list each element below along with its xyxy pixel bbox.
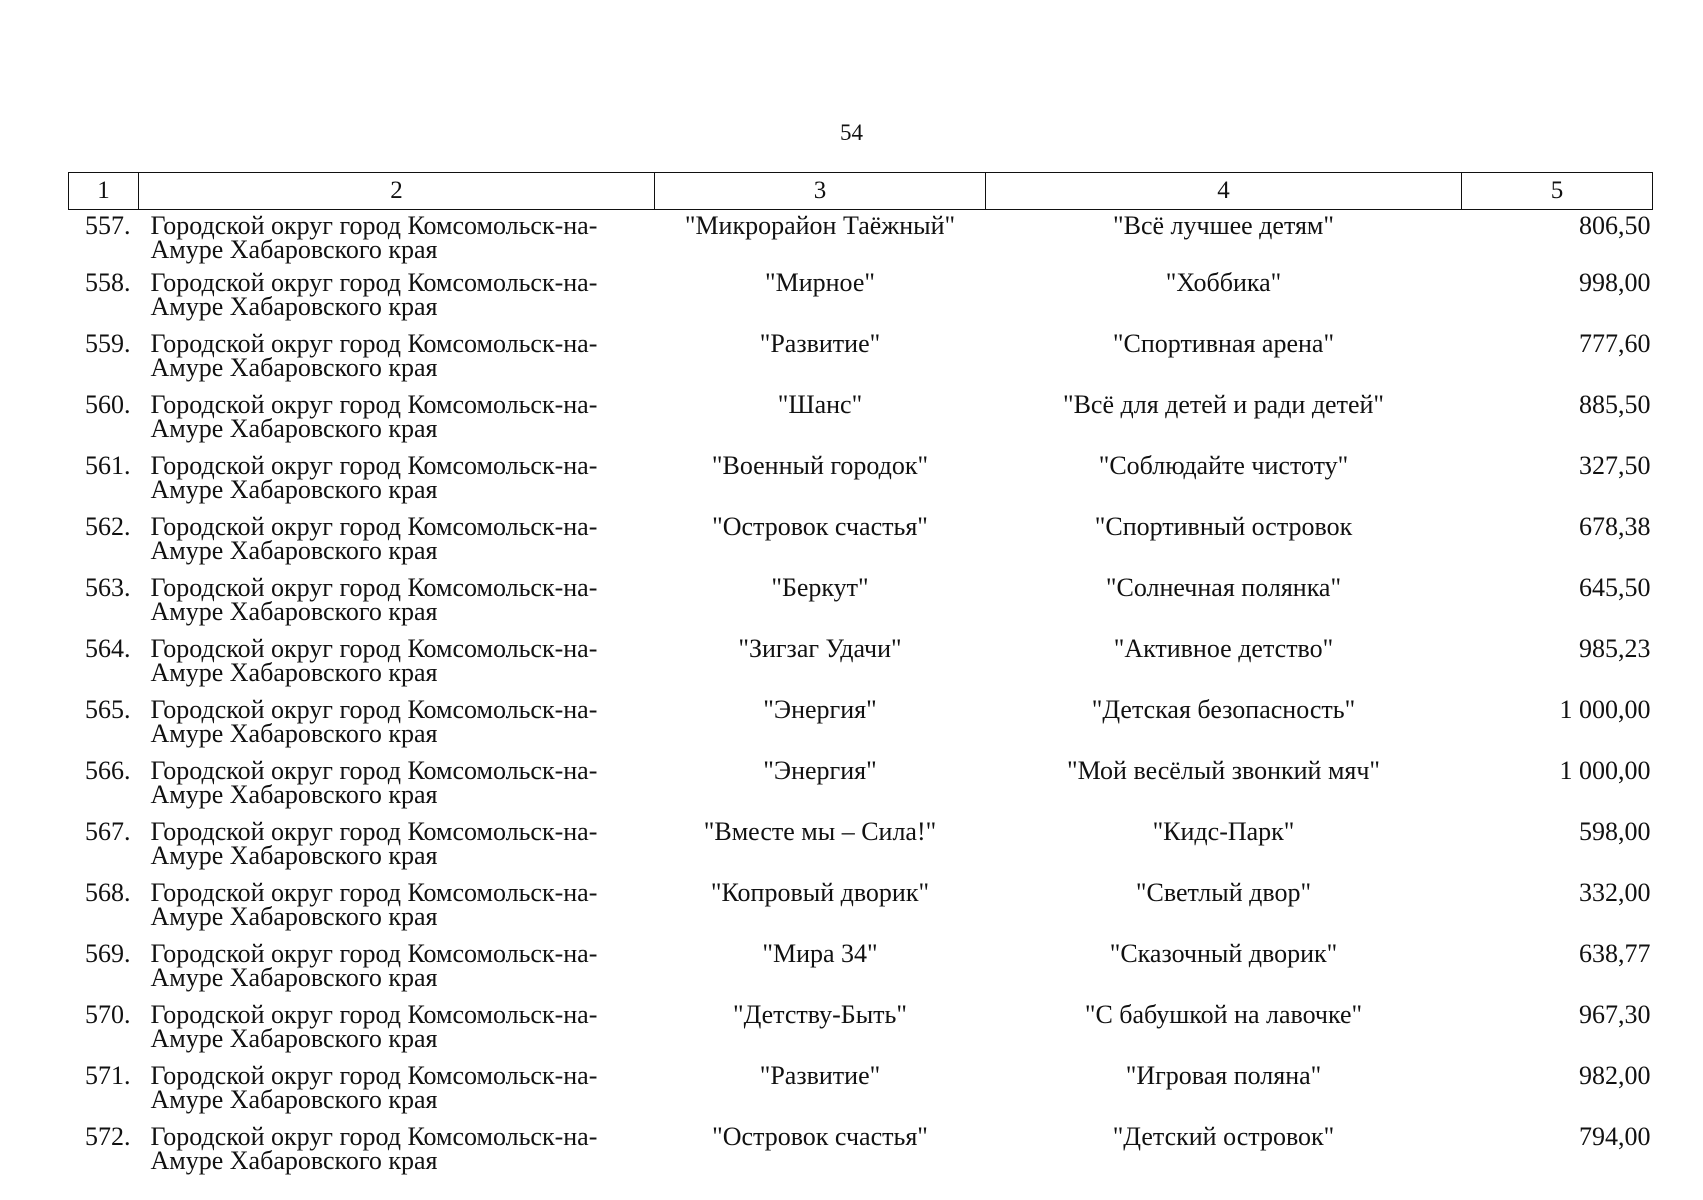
amount-cell: 794,00 bbox=[1579, 1121, 1651, 1151]
municipality-cell bbox=[139, 1121, 655, 1186]
territory-cell: "Энергия" bbox=[763, 755, 877, 785]
municipality-line-1: Городской округ город Комсомольск-на- bbox=[150, 511, 598, 541]
municipality-line-1: Городской округ город Комсомольск-на- bbox=[150, 1060, 598, 1090]
amount-cell: 967,30 bbox=[1579, 999, 1651, 1029]
project-cell: "Солнечная полянка" bbox=[1105, 572, 1342, 602]
project-cell: "Всё для детей и ради детей" bbox=[1062, 389, 1385, 419]
amount-cell: 645,50 bbox=[1579, 572, 1651, 602]
municipality-line-2: Амуре Хабаровского края bbox=[150, 1084, 438, 1114]
amount-cell: 332,00 bbox=[1579, 877, 1651, 907]
table-row bbox=[69, 1064, 1653, 1125]
amount-cell: 982,00 bbox=[1579, 1060, 1651, 1090]
table-row bbox=[69, 393, 1653, 454]
table-row bbox=[69, 942, 1653, 1003]
table-row bbox=[69, 515, 1653, 576]
municipality-line-2: Амуре Хабаровского края bbox=[150, 840, 438, 870]
municipality-line-2: Амуре Хабаровского края bbox=[150, 718, 438, 748]
row-number: 572. bbox=[85, 1121, 131, 1151]
municipality-line-2: Амуре Хабаровского края bbox=[150, 352, 438, 382]
amount-cell: 998,00 bbox=[1579, 267, 1651, 297]
municipality-line-2: Амуре Хабаровского края bbox=[150, 413, 438, 443]
territory-cell: "Зигзаг Удачи" bbox=[738, 633, 902, 663]
table-body bbox=[69, 210, 1653, 1186]
territory-cell: "Развитие" bbox=[759, 328, 881, 358]
row-number: 561. bbox=[85, 450, 131, 480]
row-number: 562. bbox=[85, 511, 131, 541]
table-row bbox=[69, 881, 1653, 942]
amount-cell: 598,00 bbox=[1579, 816, 1651, 846]
territory-cell: "Вместе мы – Сила!" bbox=[703, 816, 937, 846]
municipality-line-2: Амуре Хабаровского края bbox=[150, 901, 438, 931]
table-row bbox=[69, 1125, 1653, 1186]
table-row bbox=[69, 576, 1653, 637]
amount-cell: 1 000,00 bbox=[1559, 694, 1651, 724]
project-cell: "Светлый двор" bbox=[1135, 877, 1312, 907]
municipality-cell bbox=[139, 938, 655, 1003]
municipality-line-2: Амуре Хабаровского края bbox=[150, 1023, 438, 1053]
amount-cell: 327,50 bbox=[1579, 450, 1651, 480]
municipality-cell bbox=[139, 511, 655, 576]
row-number: 563. bbox=[85, 572, 131, 602]
column-header-5: 5 bbox=[1462, 173, 1653, 210]
column-header-4: 4 bbox=[986, 173, 1462, 210]
page-number: 54 bbox=[840, 120, 863, 145]
table-row bbox=[69, 210, 1653, 271]
municipality-cell bbox=[139, 572, 655, 637]
municipality-cell bbox=[139, 450, 655, 515]
table-row bbox=[69, 454, 1653, 515]
municipality-line-1: Городской округ город Комсомольск-на- bbox=[150, 572, 598, 602]
municipality-line-1: Городской округ город Комсомольск-на- bbox=[150, 328, 598, 358]
table-header-row bbox=[69, 173, 1653, 210]
municipality-line-1: Городской округ город Комсомольск-на- bbox=[150, 755, 598, 785]
municipality-line-2: Амуре Хабаровского края bbox=[150, 779, 438, 809]
project-cell: "Всё лучшее детям" bbox=[1113, 211, 1334, 240]
amount-cell: 806,50 bbox=[1579, 211, 1651, 240]
project-cell: "Сказочный дворик" bbox=[1109, 938, 1338, 968]
table-row bbox=[69, 820, 1653, 881]
municipality-line-2: Амуре Хабаровского края bbox=[150, 235, 438, 264]
project-cell: "Соблюдайте чистоту" bbox=[1098, 450, 1349, 480]
row-number: 559. bbox=[85, 328, 131, 358]
column-header-3: 3 bbox=[655, 173, 986, 210]
municipality-line-1: Городской округ город Комсомольск-на- bbox=[150, 633, 598, 663]
table-row bbox=[69, 271, 1653, 332]
row-number: 570. bbox=[85, 999, 131, 1029]
municipality-line-1: Городской округ город Комсомольск-на- bbox=[150, 389, 598, 419]
municipality-cell bbox=[139, 389, 655, 454]
municipality-line-2: Амуре Хабаровского края bbox=[150, 1145, 438, 1175]
project-cell: "Детская безопасность" bbox=[1091, 694, 1356, 724]
municipality-line-1: Городской округ город Комсомольск-на- bbox=[150, 450, 598, 480]
municipality-line-2: Амуре Хабаровского края bbox=[150, 535, 438, 565]
amount-cell: 1 000,00 bbox=[1559, 755, 1651, 785]
row-number: 566. bbox=[85, 755, 131, 785]
table-row bbox=[69, 698, 1653, 759]
territory-cell: "Мира 34" bbox=[762, 938, 878, 968]
municipality-cell bbox=[139, 877, 655, 942]
territory-cell: "Мирное" bbox=[764, 267, 876, 297]
municipality-cell bbox=[139, 633, 655, 698]
municipality-line-2: Амуре Хабаровского края bbox=[150, 596, 438, 626]
row-number: 560. bbox=[85, 389, 131, 419]
amount-cell: 777,60 bbox=[1579, 328, 1651, 358]
project-cell: "Мой весёлый звонкий мяч" bbox=[1066, 755, 1381, 785]
row-number: 557. bbox=[85, 211, 131, 240]
amount-cell: 985,23 bbox=[1579, 633, 1651, 663]
row-number: 567. bbox=[85, 816, 131, 846]
project-cell: "Игровая поляна" bbox=[1125, 1060, 1322, 1090]
row-number: 568. bbox=[85, 877, 131, 907]
municipality-line-1: Городской округ город Комсомольск-на- bbox=[150, 877, 598, 907]
project-cell: "Детский островок" bbox=[1112, 1121, 1335, 1151]
territory-cell: "Военный городок" bbox=[711, 450, 929, 480]
municipality-cell bbox=[139, 816, 655, 881]
project-cell: "С бабушкой на лавочке" bbox=[1084, 999, 1363, 1029]
project-cell: "Активное детство" bbox=[1113, 633, 1334, 663]
municipality-line-1: Городской округ город Комсомольск-на- bbox=[150, 211, 598, 240]
municipality-cell bbox=[139, 267, 655, 332]
grants-table bbox=[68, 172, 1653, 1186]
municipality-line-2: Амуре Хабаровского края bbox=[150, 474, 438, 504]
table-row bbox=[69, 637, 1653, 698]
territory-cell: "Детству-Быть" bbox=[732, 999, 908, 1029]
municipality-line-1: Городской округ город Комсомольск-на- bbox=[150, 938, 598, 968]
project-cell: "Хоббика" bbox=[1165, 267, 1282, 297]
amount-cell: 678,38 bbox=[1579, 511, 1651, 541]
territory-cell: "Шанс" bbox=[777, 389, 863, 419]
row-number: 564. bbox=[85, 633, 131, 663]
territory-cell: "Беркут" bbox=[771, 572, 869, 602]
territory-cell: "Островок счастья" bbox=[712, 511, 928, 541]
amount-cell: 638,77 bbox=[1579, 938, 1651, 968]
row-number: 569. bbox=[85, 938, 131, 968]
project-cell: "Спортивный островок bbox=[1094, 511, 1353, 541]
municipality-cell bbox=[139, 999, 655, 1064]
project-cell: "Кидс-Парк" bbox=[1152, 816, 1295, 846]
territory-cell: "Микрорайон Таёжный" bbox=[684, 211, 956, 240]
municipality-line-1: Городской округ город Комсомольск-на- bbox=[150, 816, 598, 846]
municipality-line-1: Городской округ город Комсомольск-на- bbox=[150, 267, 598, 297]
territory-cell: "Развитие" bbox=[759, 1060, 881, 1090]
row-number: 571. bbox=[85, 1060, 131, 1090]
municipality-line-1: Городской округ город Комсомольск-на- bbox=[150, 694, 598, 724]
row-number: 565. bbox=[85, 694, 131, 724]
project-cell: "Спортивная арена" bbox=[1112, 328, 1335, 358]
municipality-cell bbox=[139, 694, 655, 759]
table-row bbox=[69, 759, 1653, 820]
municipality-line-2: Амуре Хабаровского края bbox=[150, 657, 438, 687]
municipality-cell bbox=[139, 755, 655, 820]
territory-cell: "Копровый дворик" bbox=[710, 877, 930, 907]
column-header-1: 1 bbox=[69, 173, 139, 210]
municipality-cell bbox=[139, 328, 655, 393]
municipality-line-2: Амуре Хабаровского края bbox=[150, 962, 438, 992]
municipality-line-1: Городской округ город Комсомольск-на- bbox=[150, 999, 598, 1029]
column-header-2: 2 bbox=[139, 173, 655, 210]
table-row bbox=[69, 1003, 1653, 1064]
municipality-line-1: Городской округ город Комсомольск-на- bbox=[150, 1121, 598, 1151]
territory-cell: "Островок счастья" bbox=[712, 1121, 928, 1151]
municipality-line-2: Амуре Хабаровского края bbox=[150, 291, 438, 321]
municipality-cell bbox=[139, 1060, 655, 1125]
municipality-cell bbox=[139, 210, 655, 271]
amount-cell: 885,50 bbox=[1579, 389, 1651, 419]
table-row bbox=[69, 332, 1653, 393]
territory-cell: "Энергия" bbox=[763, 694, 877, 724]
row-number: 558. bbox=[85, 267, 131, 297]
